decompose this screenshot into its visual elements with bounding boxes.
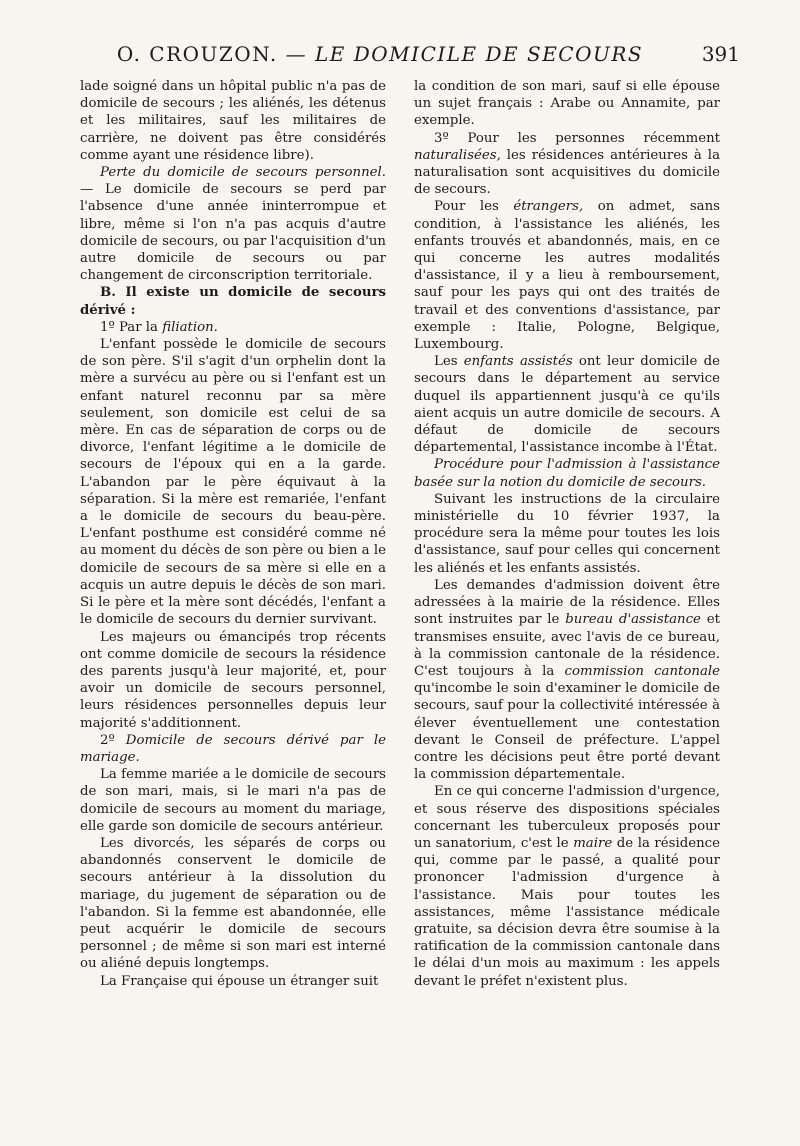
page-header <box>80 42 740 72</box>
running-head <box>80 42 680 66</box>
paragraph: Pour les étrangers, on admet, sans condition, à l'assistance les aliénés, les enfants trouvés et abandonnés, mais, en ce qui concerne les autres modalités d'assistance, il y a lieu à remboursement, sauf pour les pays qui ont des traités de travail et des conventions d'assistance, par exemple : Italie, Pologne, Belgique, Luxembourg. <box>414 199 720 353</box>
header-author: O. CROUZON. <box>116 42 278 66</box>
page-number: 391 <box>701 42 740 66</box>
section-heading: Procédure pour l'admission à l'assistance basée sur la notion du domicile de secours. <box>414 457 720 490</box>
right-column <box>414 78 720 990</box>
header-title: LE DOMICILE DE SECOURS <box>315 42 644 66</box>
paragraph: La Française qui épouse un étranger suit <box>100 973 379 989</box>
paragraph: Perte du domicile de secours personnel. — Le domicile de secours se perd par l'absence d'une année ininterrompue et libre, même si l'on n'a pas acquis d'autre domicile de secours, ou par l'acquisition d'un autre domicile de secours ou par changement de circonscription territoriale. <box>80 165 386 284</box>
subheading: 1º Par la filiation. <box>100 319 218 335</box>
paragraph: lade soigné dans un hôpital public n'a pas de domicile de secours ; les aliénés, les détenus et les militaires, sauf les militaires de carrière, ne doivent pas être considérés comme ayant une résidence libre). <box>80 79 386 163</box>
paragraph: Les majeurs ou émancipés trop récents ont comme domicile de secours la résidence des parents jusqu'à leur majorité, et, pour avoir un domicile de secours personnel, leurs résidences personnelles depuis leur majorité s'additionnent. <box>80 629 386 731</box>
section-heading: Perte du domicile de secours personnel. <box>100 165 386 181</box>
paragraph: Les demandes d'admission doivent être adressées à la mairie de la résidence. Elles sont instruites par le bureau d'assistance et transmises ensuite, avec l'avis de ce bureau, à la commission cantonale de la résidence. C'est toujours à la commission cantonale qu'incombe le soin d'examiner le domicile de secours, sauf pour la collectivité intéressée à élever éventuellement une contestation devant le Conseil de préfecture. L'appel contre les décisions peut être porté devant la commission départementale. <box>414 577 720 783</box>
paragraph: 3º Pour les personnes récemment naturalisées, les résidences antérieures à la naturalisation sont acquisitives du domicile de secours. <box>414 130 720 198</box>
paragraph: la condition de son mari, sauf si elle épouse un sujet français : Arabe ou Annamite, par exemple. <box>414 79 720 129</box>
paragraph: En ce qui concerne l'admission d'urgence, et sous réserve des dispositions spéciales concernant les tuberculeux proposés pour un sanatorium, c'est le maire de la résidence qui, comme par le passé, a qualité pour prononcer l'admission d'urgence à l'assistance. Mais pour toutes les assistances, même l'assistance médicale gratuite, sa décision devra être soumise à la ratification de la commission cantonale dans le délai d'un mois au maximum : les appels devant le préfet n'existent plus. <box>414 784 720 989</box>
header-dash: — <box>277 42 316 66</box>
paragraph: Les divorcés, les séparés de corps ou abandonnés conservent le domicile de secours antérieur à la dissolution du mariage, du jugement de séparation ou de l'abandon. Si la femme est abandonnée, elle peut acquérir le domicile de secours personnel ; de même si son mari est interné ou aliéné depuis longtemps. <box>80 835 386 972</box>
paragraph: La femme mariée a le domicile de secours de son mari, mais, si le mari n'a pas de domicile de secours au moment du mariage, elle garde son domicile de secours antérieur. <box>80 767 386 834</box>
subheading: 2º Domicile de secours dérivé par le mariage. <box>80 732 386 765</box>
paragraph: L'enfant possède le domicile de secours de son père. S'il s'agit d'un orphelin dont la mère a survécu au père ou si l'enfant est un enfant naturel reconnu par sa mère seulement, son domicile est celui de sa mère. En cas de séparation de corps ou de divorce, l'enfant légitime a le domicile de secours de l'époux qui en a la garde. L'abandon par le père équivaut à la séparation. Si la mère est remariée, l'enfant a le domicile de secours du beau-père. L'enfant posthume est considéré comme né au moment du décès de son père ou bien a le domicile de secours de sa mère si elle en a acquis un autre depuis le décès de son mari. Si le père et la mère sont décédés, l'enfant a le domicile de secours du dernier survivant. <box>80 337 386 628</box>
paragraph: Suivant les instructions de la circulaire ministérielle du 10 février 1937, la procédure sera la même pour toutes les lois d'assistance, sauf pour celles qui concernent les aliénés et les enfants assistés. <box>414 491 720 576</box>
paragraph: Les enfants assistés ont leur domicile de secours dans le département au service duquel ils appartiennent jusqu'à ce qu'ils aient acquis un autre domicile de secours. A défaut de domicile de secours départemental, l'assistance incombe à l'État. <box>414 354 720 456</box>
left-column <box>80 78 386 990</box>
section-heading: B. Il existe un domicile de secours dérivé : <box>80 285 386 318</box>
